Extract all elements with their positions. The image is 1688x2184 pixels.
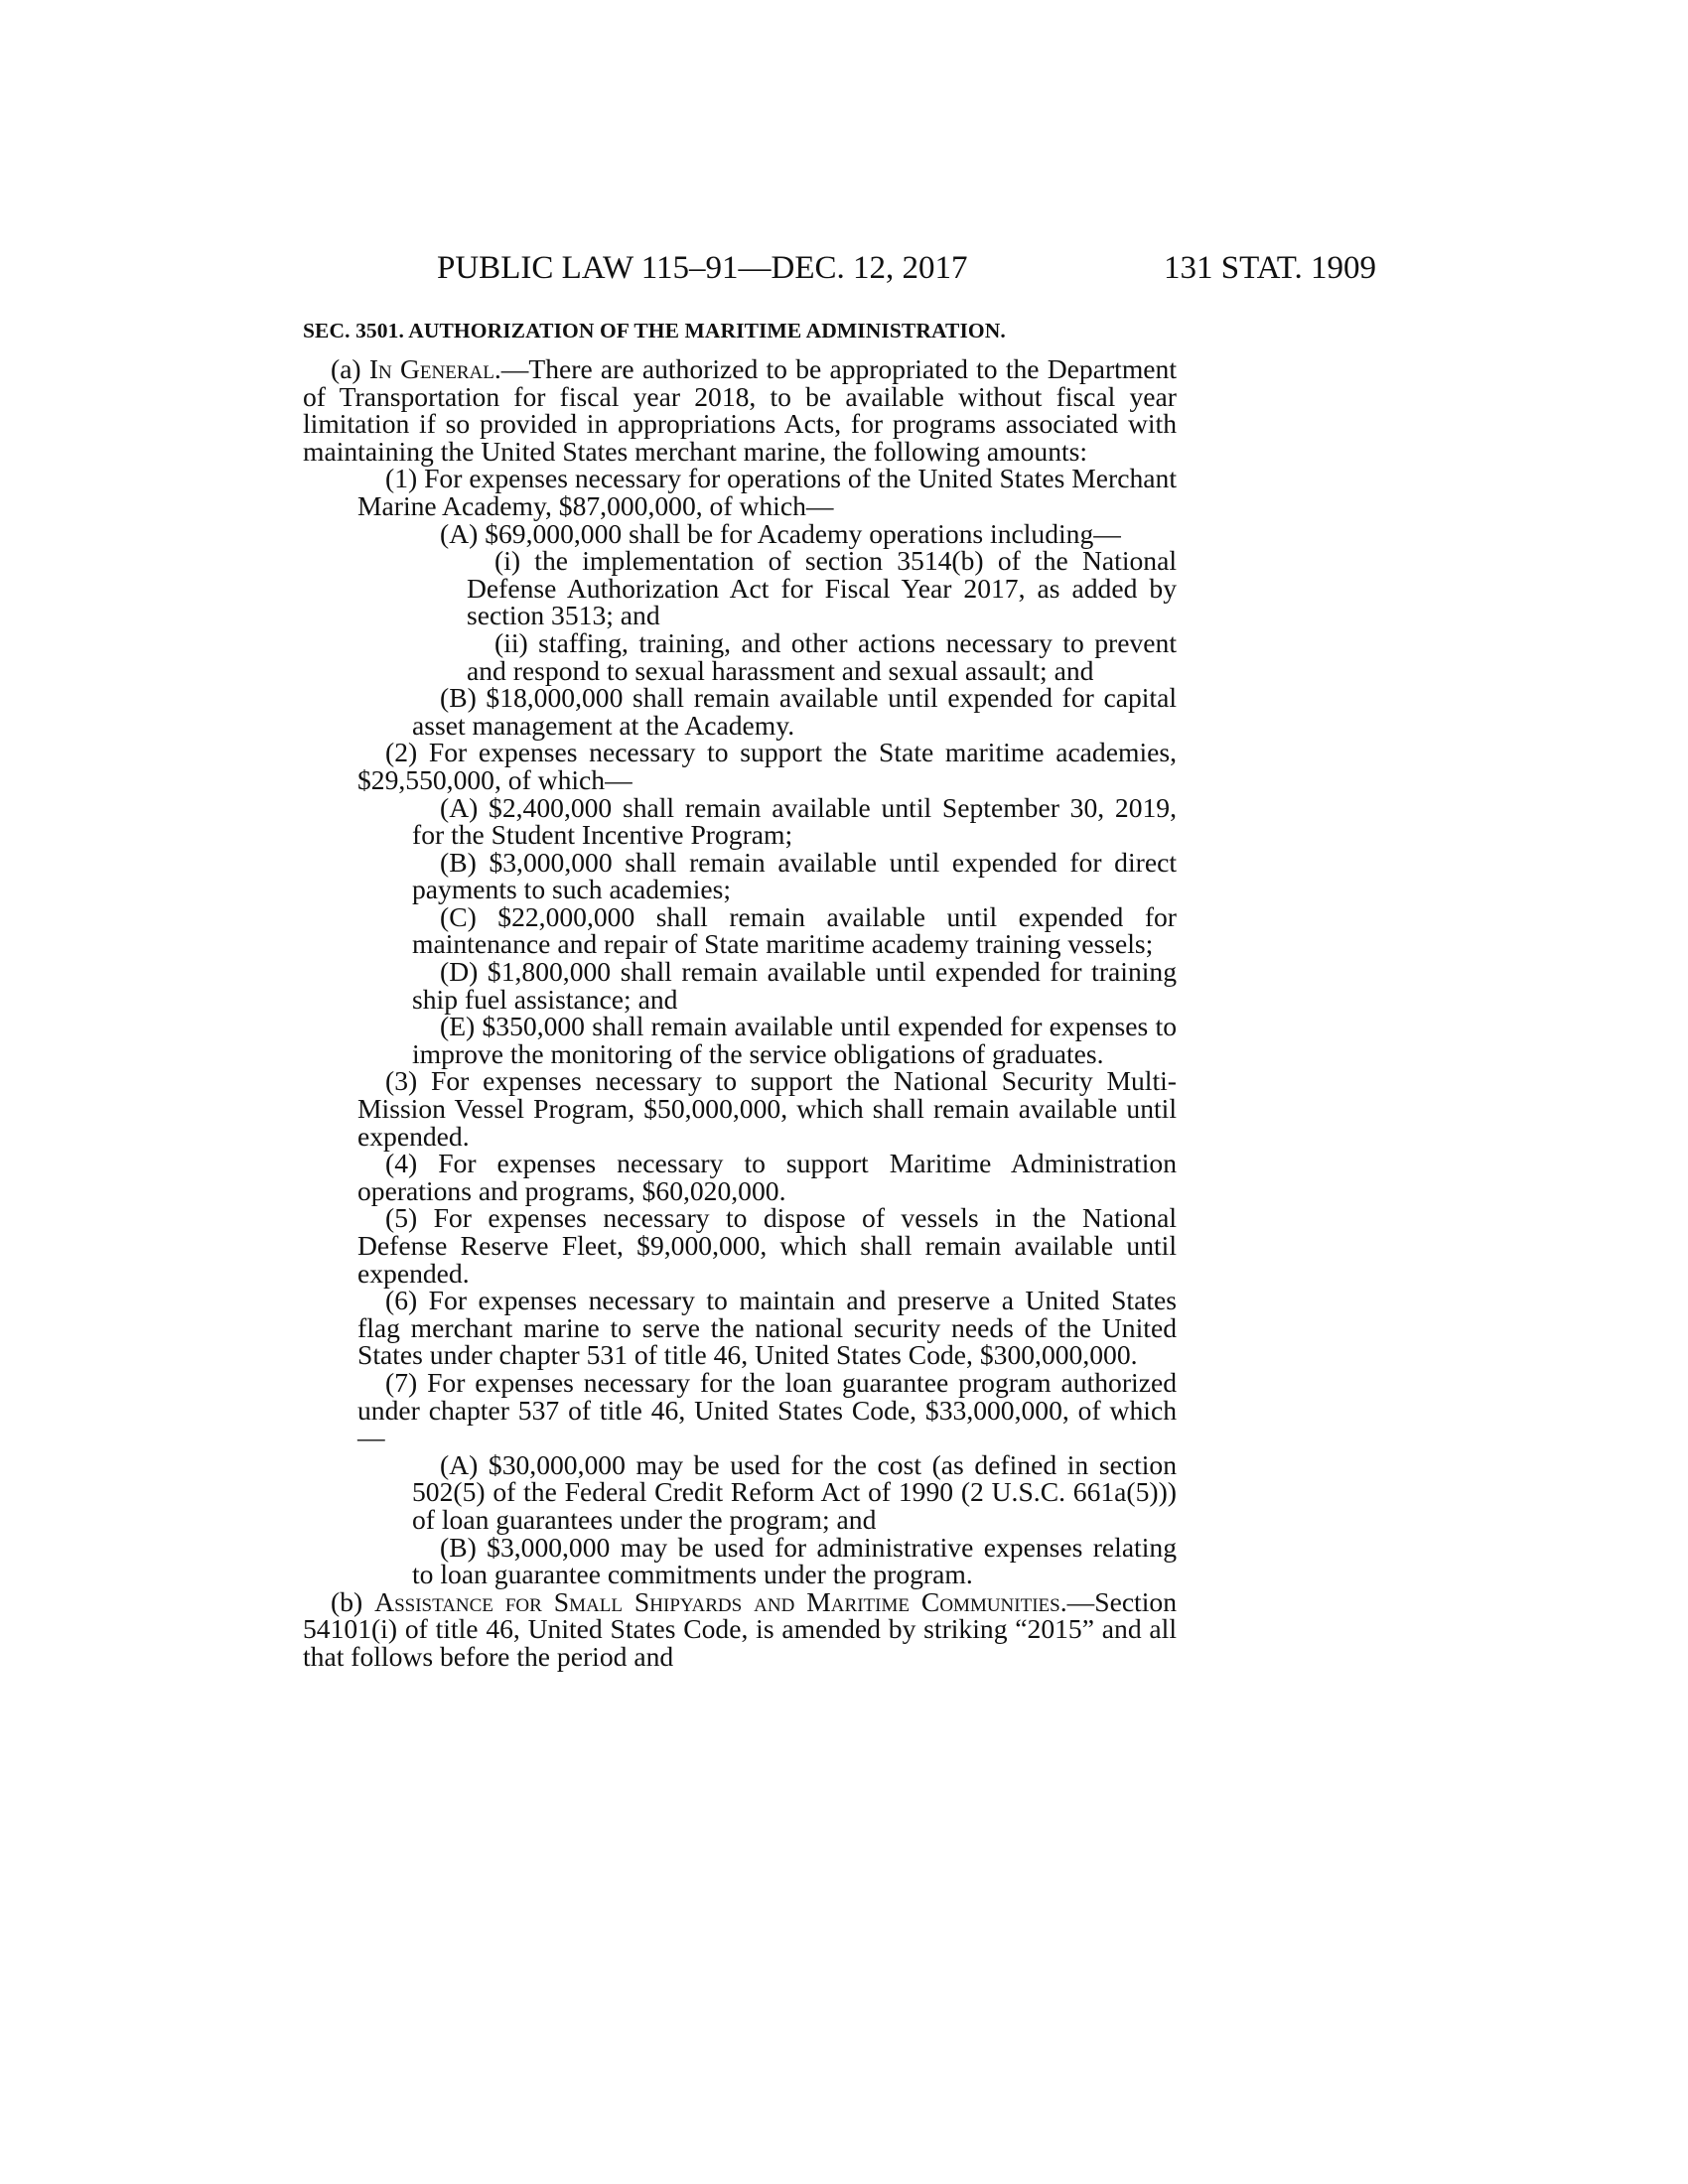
- document-body: [303, 318, 1177, 1671]
- paragraph-6: (6) For expenses necessary to maintain and preserve a United States flag merchant marine to serve the national security needs of the United States under chapter 531 of title 46, United States Code, $300,000,000.: [357, 1285, 1177, 1371]
- clause-1a-i: (i) the implementation of section 3514(b) of the National Defense Authorization Act for Fiscal Year 2017, as added by section 3513; and: [467, 545, 1177, 631]
- subparagraph-2a: (A) $2,400,000 shall remain available until September 30, 2019, for the Student Incentive Program;: [412, 791, 1177, 851]
- section-heading: SEC. 3501. AUTHORIZATION OF THE MARITIME ADMINISTRATION.: [303, 319, 1006, 342]
- statute-page-number: 131 STAT. 1909: [1163, 250, 1376, 286]
- subsection-heading: Assistance for Small Shipyards and Maritime Communities.: [374, 1585, 1067, 1617]
- subparagraph-2e: (E) $350,000 shall remain available until expended for expenses to improve the monitoring of the service obligations of graduates.: [412, 1011, 1177, 1069]
- subsection-a: (a) In General.—There are authorized to be appropriated to the Department of Transportation for fiscal year 2018, to be available without fiscal year limitation if so provided in appropriations Acts, for programs associated with maintaining the United States merchant marine, the following amounts:: [303, 353, 1177, 467]
- paragraph-4: (4) For expenses necessary to support Maritime Administration operations and programs, $60,020,000.: [357, 1148, 1177, 1206]
- subparagraph-2c: (C) $22,000,000 shall remain available until expended for maintenance and repair of State maritime academy training vessels;: [412, 900, 1177, 960]
- paragraph-2: (2) For expenses necessary to support the State maritime academies, $29,550,000, of which—: [357, 737, 1177, 795]
- subparagraph-2d: (D) $1,800,000 shall remain available until expended for training ship fuel assistance; and: [412, 956, 1177, 1015]
- paragraph-7: (7) For expenses necessary for the loan guarantee program authorized under chapter 537 of title 46, United States Code, $33,000,000, of which—: [357, 1366, 1177, 1453]
- subparagraph-7a: (A) $30,000,000 may be used for the cost (as defined in section 502(5) of the Federal Credit Reform Act of 1990 (2 U.S.C. 661a(5))) of loan guarantees under the program; and: [412, 1448, 1177, 1535]
- paragraph-5: (5) For expenses necessary to dispose of vessels in the National Defense Reserve Fleet, $9,000,000, which shall remain available until expended.: [357, 1202, 1177, 1289]
- subparagraph-2b: (B) $3,000,000 shall remain available until expended for direct payments to such academies;: [412, 846, 1177, 905]
- paragraph-3: (3) For expenses necessary to support the National Security Multi-Mission Vessel Program, $50,000,000, which shall remain available until expended.: [357, 1065, 1177, 1152]
- subparagraph-7b: (B) $3,000,000 may be used for administrative expenses relating to loan guarantee commitments under the program.: [412, 1531, 1177, 1590]
- subparagraph-1a: (A) $69,000,000 shall be for Academy operations including—: [440, 517, 1121, 549]
- subsection-heading: In General.: [368, 353, 501, 384]
- paragraph-1: (1) For expenses necessary for operations of the United States Merchant Marine Academy, $87,000,000, of which—: [357, 463, 1177, 521]
- subsection-b: (b) Assistance for Small Shipyards and Maritime Communities.—Section 54101(i) of title 46, United States Code, is amended by striking “2015” and all that follows before the period and: [303, 1585, 1177, 1672]
- clause-1a-ii: (ii) staffing, training, and other actions necessary to prevent and respond to sexual harassment and sexual assault; and: [467, 626, 1177, 686]
- page-title: PUBLIC LAW 115–91—DEC. 12, 2017: [437, 250, 968, 286]
- subparagraph-1b: (B) $18,000,000 shall remain available until expended for capital asset management at the Academy.: [412, 682, 1177, 741]
